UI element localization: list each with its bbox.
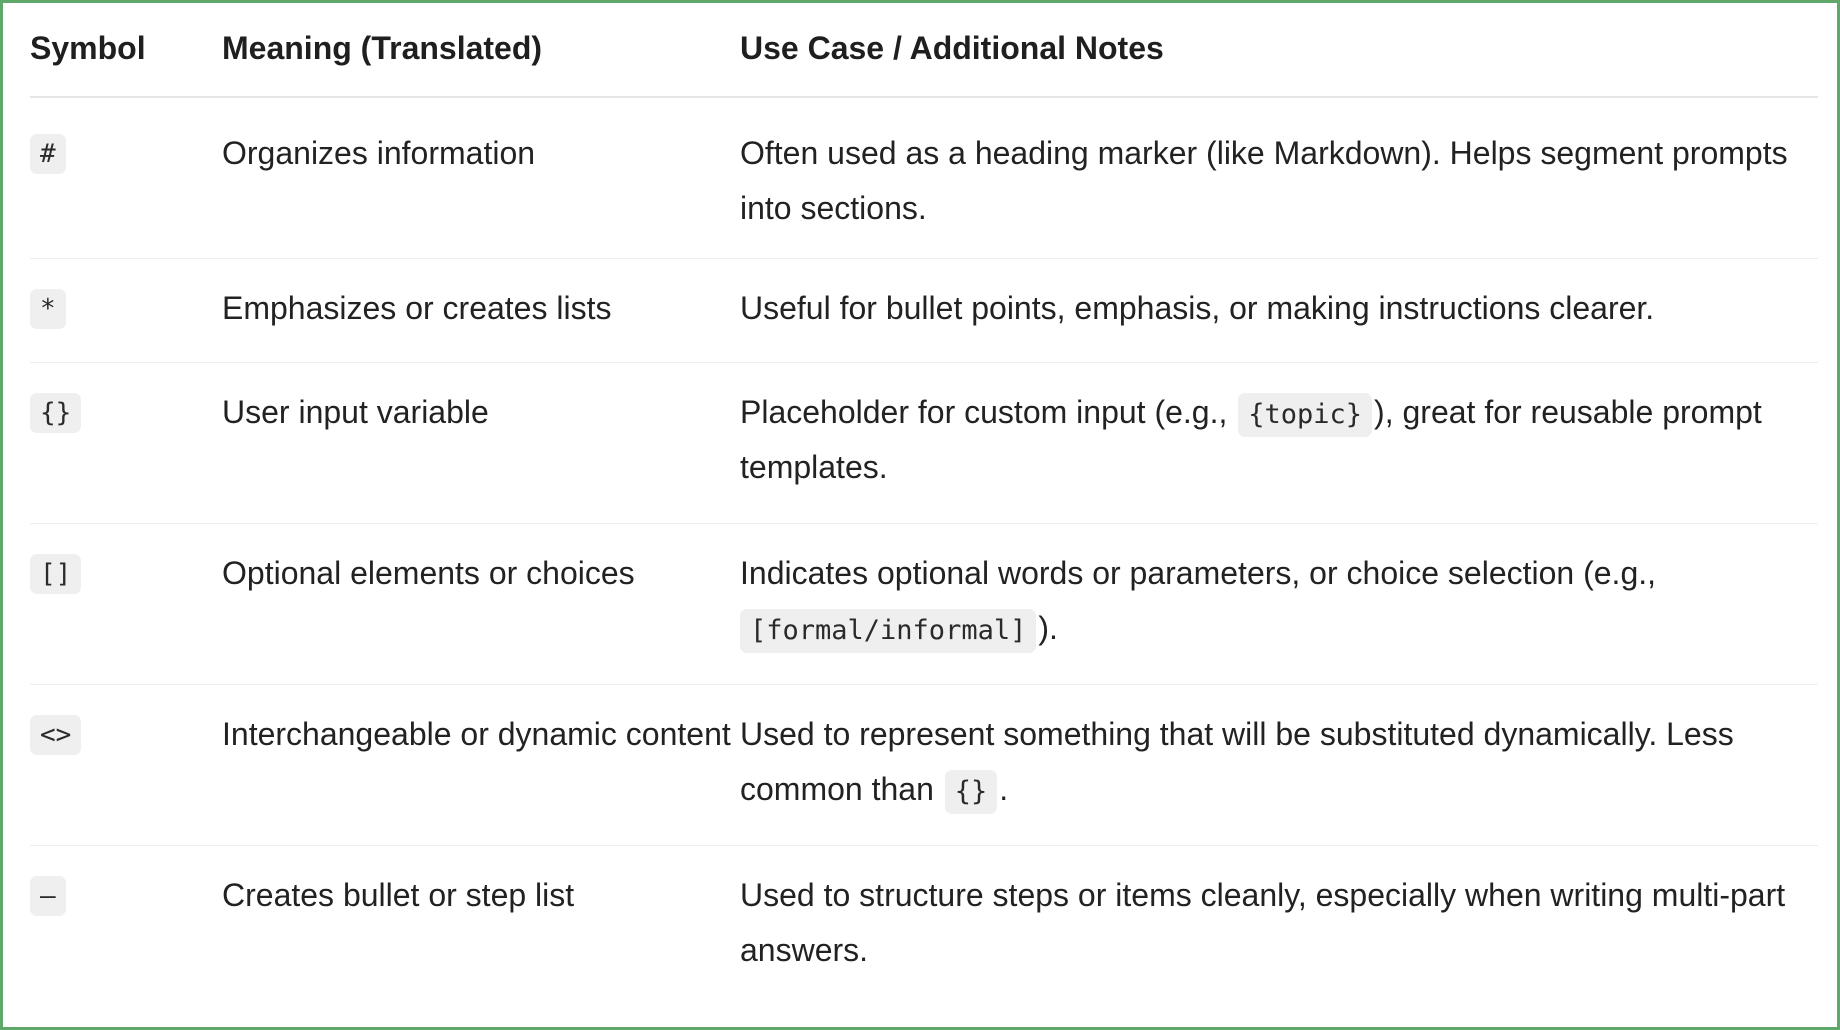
meaning-cell: Optional elements or choices — [222, 555, 635, 591]
notes-cell — [740, 281, 1818, 362]
table-row — [30, 524, 1818, 685]
header-symbol: Symbol — [30, 30, 146, 66]
inline-code: {} — [945, 770, 998, 814]
table-row — [30, 98, 1818, 259]
symbol-cell — [30, 546, 222, 684]
symbol-code: * — [30, 289, 66, 329]
symbol-code: <> — [30, 715, 81, 755]
notes-cell — [740, 707, 1818, 845]
table-row — [30, 363, 1818, 524]
notes-text: Useful for bullet points, emphasis, or making instructions clearer. — [740, 290, 1655, 326]
notes-text: Used to structure steps or items cleanly, especially when writing multi-part answers. — [740, 877, 1786, 968]
symbol-cell — [30, 868, 222, 1007]
table-row — [30, 685, 1818, 846]
notes-text: ), great for reusable prompt templates. — [740, 394, 1762, 485]
table-row — [30, 259, 1818, 363]
notes-text: ). — [1038, 610, 1058, 646]
notes-text: . — [999, 771, 1009, 807]
symbol-code: [] — [30, 554, 81, 594]
symbol-cell — [30, 126, 222, 258]
notes-text: Used to represent something that will be substituted dynamically. Less common than — [740, 716, 1734, 807]
notes-text: Indicates optional words or parameters, or choice selection (e.g., — [740, 555, 1657, 591]
symbol-cell — [30, 707, 222, 845]
symbol-table — [30, 3, 1818, 1007]
symbol-code: # — [30, 134, 66, 174]
notes-cell — [740, 126, 1818, 258]
page-frame — [3, 3, 1837, 1027]
notes-text: Often used as a heading marker (like Markdown). Helps segment prompts into sections. — [740, 135, 1788, 226]
inline-code: {topic} — [1238, 393, 1372, 437]
notes-cell — [740, 546, 1818, 684]
notes-cell — [740, 385, 1818, 523]
notes-text: Placeholder for custom input (e.g., — [740, 394, 1228, 430]
header-meaning: Meaning (Translated) — [222, 30, 543, 66]
table-row — [30, 846, 1818, 1007]
inline-code: [formal/informal] — [740, 609, 1036, 653]
header-notes: Use Case / Additional Notes — [740, 30, 1164, 66]
table-header — [30, 3, 1818, 98]
meaning-cell: Organizes information — [222, 135, 536, 171]
notes-cell — [740, 868, 1818, 1007]
meaning-cell: Interchangeable or dynamic content — [222, 716, 731, 752]
symbol-code: {} — [30, 393, 81, 433]
symbol-cell — [30, 281, 222, 362]
symbol-cell — [30, 385, 222, 523]
meaning-cell: Creates bullet or step list — [222, 877, 575, 913]
meaning-cell: User input variable — [222, 394, 489, 430]
symbol-code: – — [30, 876, 66, 916]
meaning-cell: Emphasizes or creates lists — [222, 290, 612, 326]
